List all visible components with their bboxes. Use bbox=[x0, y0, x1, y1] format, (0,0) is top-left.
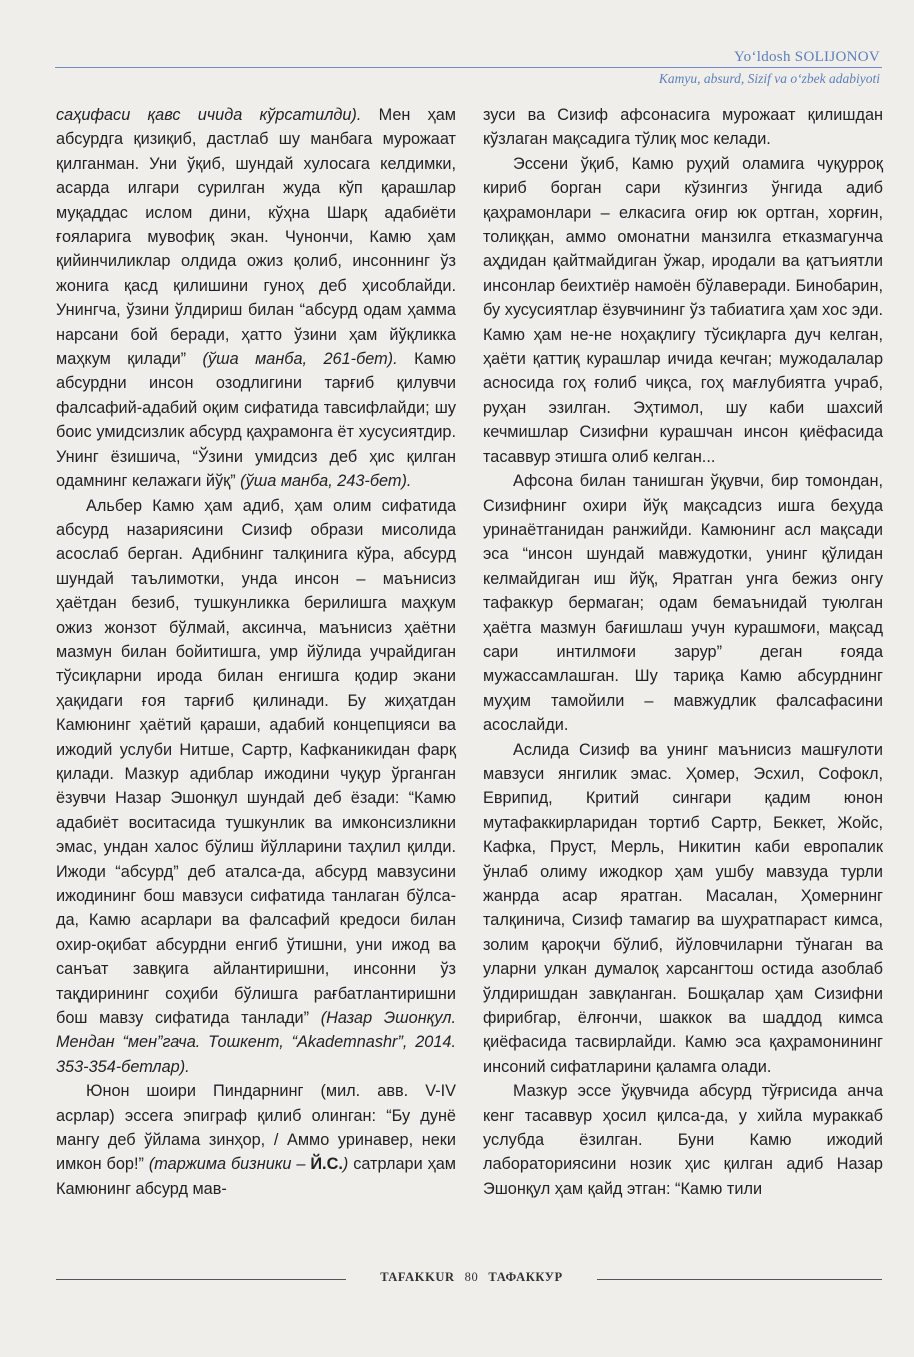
body-text: Альбер Камю ҳам адиб, ҳам олим сифатида абсурд назариясини Сизиф образи мисолида асослаб берган. Адибнинг талқинига кўра, абсурд шундай таълимотки, унда инсон – маънисиз ҳаётдан безиб, тушкунликка берилишга маҳкум ожиз жонзот бўлмай, аксинча, маънисиз ҳаётни мазмун билан бойитишга, умр йўлида учрайдиган тўсиқларни ирода билан енгишга қодир экани ҳақидаги ғоя тарғиб қилинади. Бу жиҳатдан Камюнинг ҳаётий қараши, адабий концепцияси ва ижодий услуби Нитше, Сартр, Кафканикидан фарқ қилади. Мазкур адиблар ижодини чуқур ўрганган ёзувчи Назар Эшонқул шундай деб ёзади: “Камю адабиёт воситасида тушкунлик ва имконсизликни эмас, ундан халос бўлиш йўлларини таҳлил қилди. Ижоди “абсурд” деб аталса-да, абсурд мавзусини ижодининг бош мавзуси сифатида танлаган бўлса-да, Камю асарлари ва фалсафий кредоси билан охир-оқибат абсурдни енгиб ўтишни, уни ижод ва санъат завқига айлантиришни, инсонни ўз тақдирининг соҳиби бўлишга рағбатлантиришни бош мавзу сифатида танлади” bbox=[56, 496, 456, 1028]
body-text: сатрлари ҳам Камюнинг абсурд мав- bbox=[56, 1155, 456, 1198]
citation: (Назар Эшонқул. Мендан “мен”гача. Тошкент, “Akademnashr”, 2014. 353-354-бетлар). bbox=[56, 1009, 457, 1076]
footer-magazine-latin: TAFAKKUR bbox=[380, 1270, 455, 1284]
running-header-author: Yo‘ldosh SOLIJONOV bbox=[734, 49, 880, 65]
paragraph bbox=[56, 1079, 456, 1201]
footer-divider-left bbox=[56, 1279, 346, 1280]
body-text: Камю абсурдни инсон озодлигини тарғиб қилувчи фалсафий-адабий оқим сифатида тавсифлайди; шу боис умидсизлик абсурд қаҳрамонга ёт хусусиятдир. Унинг ёзишича, “Ўзини умидсиз деб ҳис қилган одамнинг келажаги йўқ” bbox=[56, 350, 457, 491]
page-number: 80 bbox=[464, 1270, 479, 1284]
paragraph: Эссени ўқиб, Камю руҳий оламига чуқурроқ кириб борган сари кўзингиз ўнгида адиб қаҳрамонлари – елкасига оғир юк ортган, хорғин, толиққан, аммо омонатни манзилга етказмагунча аҳдидан қайтмайдиган ўжар, иродали ва қатъиятли инсонлар беихтиёр намоён бўлаверади. Бинобарин, бу хусусиятлар ёзувчининг ўз табиатига ҳам хос эди. Камю ҳам не-не ноҳақлигу тўсиқларга дуч келган, ҳаёти қаттиқ курашлар ичида кечган; мужодалалар асносида гоҳ ғолиб чиқса, гоҳ мағлубиятга учраб, руҳан эзилган. Эҳтимол, шу каби шахсий кечмишлар Сизифни курашчан инсон қиёфасида тасаввур этишга олиб келган... bbox=[483, 154, 883, 466]
right-column bbox=[483, 103, 883, 1201]
body-text: Юнон шоири Пиндарнинг (мил. авв. V-IV асрлар) эссега эпиграф қилиб олинган: “Бу дунё мангу деб ўйлама зинҳор, / Аммо уринавер, неки имкон бор!” bbox=[56, 1082, 456, 1174]
citation: (таржима бизники – bbox=[148, 1155, 311, 1174]
paragraph: Мазкур эссе ўқувчида абсурд тўғрисида анча кенг тасаввур ҳосил қилса-да, у хийла мураккаб услубда ёзилган. Буни Камю ижодий лабораториясини нозик ҳис қилган адиб Назар Эшонқул ҳам қайд этган: “Камю тили bbox=[483, 1082, 883, 1198]
header-divider bbox=[55, 67, 882, 68]
paragraph: Афсона билан танишган ўқувчи, бир томондан, Сизифнинг охири йўқ мақсадсиз ишга беҳуда уринаётганидан ранжийди. Камюнинг асл мақсади эса “инсон шундай мавжудотки, унинг қўлидан келмайдиган иш йўқ, Яратган унга бежиз онгу тафаккур бермаган; одам бемаънидай туюлган ҳаётга мазмун бағишлаш учун курашмоғи, мақсад сари интилмоғи зарур” деган ғояда мужассамлашган. Шу тариқа Камю абсурднинг муҳим тамойили – мавжудлик фалсафасини асослайди. bbox=[483, 472, 883, 735]
footer bbox=[346, 1270, 597, 1285]
citation: саҳифаси қавс ичида кўрсатилди). bbox=[56, 106, 362, 124]
footer-magazine-cyrillic: ТАФАККУР bbox=[488, 1270, 563, 1284]
paragraph: зуси ва Сизиф афсонасига мурожаат қилишдан кўзлаган мақсадига тўлиқ мос келади. bbox=[483, 106, 883, 149]
paragraph bbox=[56, 103, 456, 494]
left-column bbox=[56, 103, 456, 1201]
citation: (ўша манба, 261-бет). bbox=[202, 350, 398, 369]
footer-divider-right bbox=[597, 1279, 882, 1280]
citation: ) bbox=[342, 1155, 349, 1174]
running-header-title: Kamyu, absurd, Sizif va o‘zbek adabiyoti bbox=[658, 71, 880, 86]
initials: Й.С. bbox=[310, 1155, 343, 1174]
paragraph: Аслида Сизиф ва унинг маънисиз машғулоти мавзуси янгилик эмас. Ҳомер, Эсхил, Софокл, Еврипид, Критий сингари қадим юнон мутафаккирларидан тортиб Сартр, Беккет, Жойс, Кафка, Пруст, Мерль, Никитин каби европалик ўнлаб олиму ижодкор ҳам ушбу мавзуда турли жанрда асар яратган. Масалан, Ҳомернинг талқинича, Сизиф тамагир ва шуҳратпараст кимса, золим қароқчи бўлиб, йўловчиларни тўнаган ва уларни улкан думалоқ харсангтош остида азоблаб ўлдиришдан завқланган. Бошқалар ҳам Сизифни фирибгар, ёлғончи, шаккок ва шаддод кимса қиёфасида тасвирлайди. Камю эса қаҳрамонининг инсоний сифатларини қаламга олади. bbox=[483, 740, 883, 1076]
citation: (ўша манба, 243-бет). bbox=[240, 472, 412, 491]
paragraph bbox=[56, 494, 456, 1080]
body-text: Мен ҳам абсурдга қизиқиб, дастлаб шу манбага мурожаат қилганман. Уни ўқиб, шундай хулосага келдимки, асарда илгари сурилган жуда кўп қарашлар муқаддас ислом дини, кўҳна Шарқ адабиёти ғояларига мувофиқ экан. Чунончи, Камю ҳам қийинчиликлар олдида ожиз қолиб, инсоннинг ўз жонига қасд қилишини гуноҳ деб ҳисоблайди. Унингча, ўзини ўлдириш билан “абсурд одам ҳамма нарсани бой беради, ҳатто ўзини ҳам йўқликка маҳкум қилади” bbox=[56, 106, 456, 369]
